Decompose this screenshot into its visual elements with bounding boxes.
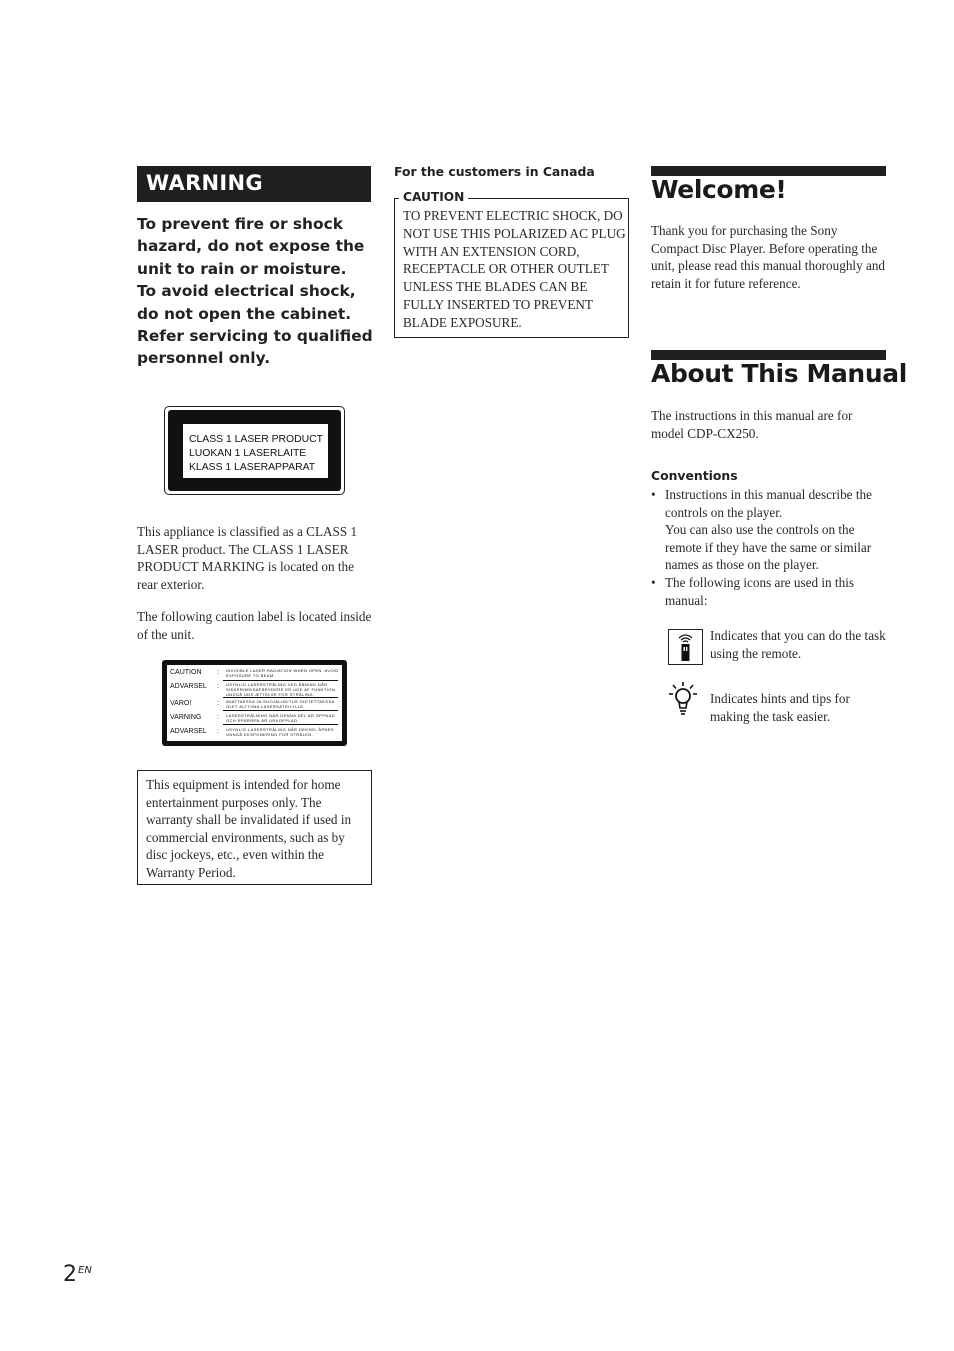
caution-label-row: VARNING : LASERSTRÅLNING NÄR DENNA DEL ÄR ÖPPNAD OCH SPÄRREN ÄR URKOPPLAD. — [170, 712, 340, 726]
bullet-dot: • — [651, 487, 656, 502]
canada-heading: For the customers in Canada — [394, 164, 595, 179]
home-use-notice-text: This equipment is intended for home entertainment purposes only. The warranty shall be invalidated if used in commercial environments, such as by disc jockeys, etc., even within the Warranty Period. — [146, 777, 352, 880]
remote-icon-description: Indicates that you can do the task using the remote. — [710, 628, 886, 661]
page-number-value: 2 — [63, 1262, 77, 1287]
bullet-1-text-a: Instructions in this manual describe the controls on the player. — [665, 487, 872, 520]
home-use-notice-box — [137, 770, 372, 885]
canada-caution-text: TO PREVENT ELECTRIC SHOCK, DO NOT USE THIS POLARIZED AC PLUG WITH AN EXTENSION CORD, RECEPTACLE OR OTHER OUTLET UNLESS THE BLADES CAN BE FULLY INSERTED TO PREVENT BLADE EXPOSURE. — [403, 208, 626, 330]
caution-label-row-text: LASERSTRÅLNING NÄR DENNA DEL ÄR ÖPPNAD OCH SPÄRREN ÄR URKOPPLAD. — [226, 713, 336, 723]
caution-label-row-text: USYNLIG LASERSTRÅLING NÅR DEKSEL ÅPNES UNNGÅ EKSPONERING FOR STRÅLEN. — [226, 727, 334, 737]
welcome-text: Thank you for purchasing the Sony Compact Disc Player. Before operating the unit, please read this manual thoroughly and retain it for future reference. — [651, 223, 886, 291]
caution-label-row-name: ADVARSEL — [170, 728, 207, 735]
caution-label-description: The following caution label is located inside of the unit. — [137, 609, 372, 642]
laser-label-line-3: KLASS 1 LASERAPPARAT — [189, 462, 316, 473]
caution-label-row: ADVARSEL : USYNLIG LASERSTRÅLING VED ÅBNING NÅR SIKKERHEDSAFBRYDERE ER UDE AF FUNKTION. UNDGÅ UDS ÆTTELSE FOR STRÅLING. — [170, 681, 340, 695]
class-description: This appliance is classified as a CLASS 1 LASER product. The CLASS 1 LASER PRODUCT MARKING is located on the rear exterior. — [137, 524, 358, 592]
caution-label-row: ADVARSEL : USYNLIG LASERSTRÅLING NÅR DEKSEL ÅPNES UNNGÅ EKSPONERING FOR STRÅLEN. — [170, 726, 340, 740]
remote-icon — [668, 629, 703, 665]
laser-label-line-2: LUOKAN 1 LASERLAITE — [189, 448, 307, 459]
conventions-heading: Conventions — [651, 468, 738, 483]
lightbulb-tips-icon — [668, 681, 698, 717]
caution-label-row-name: CAUTION — [170, 669, 202, 676]
caution-label-row-text: AVATTAESSA JA SUOJALUKITUS OHITETTAESSA OLET ALTTIINA LASERSÄTEILYLLE. — [226, 699, 335, 709]
bullet-1-text-b: You can also use the controls on the remote if they have the same or similar names as those on the player. — [665, 522, 872, 573]
bullet-2-text: The following icons are used in this manual: — [665, 575, 854, 608]
caution-label-row: VARO! : AVATTAESSA JA SUOJALUKITUS OHITETTAESSA OLET ALTTIINA LASERSÄTEILYLLE. — [170, 698, 340, 712]
welcome-heading: Welcome! — [651, 175, 787, 204]
caution-label-row-name: VARO! — [170, 700, 192, 707]
page-number — [63, 1262, 92, 1287]
conventions-bullet-1 — [651, 486, 891, 576]
about-heading: About This Manual — [651, 359, 907, 388]
caution-label-row-name: ADVARSEL — [170, 683, 207, 690]
about-text: The instructions in this manual are for model CDP-CX250. — [651, 408, 853, 441]
canada-caution-title: CAUTION — [399, 190, 468, 204]
caution-label-row-text: INVISIBLE LASER RADIATION WHEN OPEN. AVOID EXPOSURE TO BEAM. — [226, 668, 339, 678]
conventions-bullet-2 — [651, 574, 891, 610]
page-number-suffix: EN — [78, 1265, 92, 1276]
warning-text — [137, 213, 377, 370]
warning-heading-bar — [137, 166, 371, 202]
bullet-dot: • — [651, 575, 656, 590]
warning-heading: WARNING — [146, 171, 263, 195]
caution-label-row: CAUTION : INVISIBLE LASER RADIATION WHEN OPEN. AVOID EXPOSURE TO BEAM. — [170, 668, 339, 678]
caution-label-row-text: USYNLIG LASERSTRÅLING VED ÅBNING NÅR SIKKERHEDSAFBRYDERE ER UDE AF FUNKTION. UNDGÅ UDS ÆTTELSE FOR STRÅLING. — [226, 682, 337, 697]
laser-label-line-1: CLASS 1 LASER PRODUCT — [189, 434, 323, 445]
caution-label-row-name: VARNING — [170, 714, 202, 721]
caution-label-image — [162, 660, 347, 746]
warning-line-1: To prevent fire or shock hazard, do not expose the unit to rain or moisture. — [137, 215, 365, 278]
tips-icon-description: Indicates hints and tips for making the task easier. — [710, 691, 850, 724]
class1-laser-label — [164, 406, 345, 495]
warning-line-2: To avoid electrical shock, do not open the cabinet. Refer servicing to qualified personnel only. — [137, 282, 373, 368]
